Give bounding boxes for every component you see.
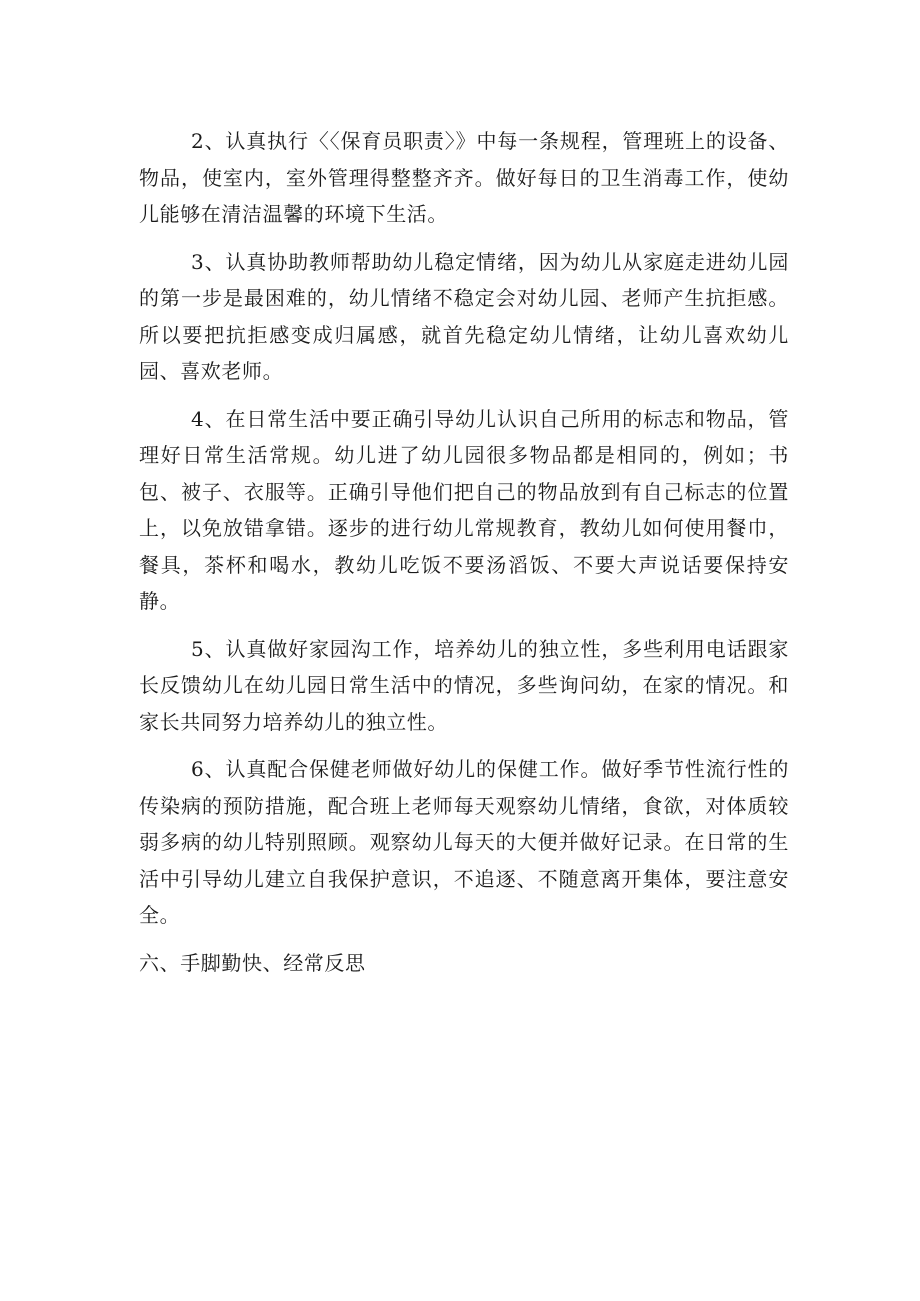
- paragraph-item-2: 2、认真执行〈〈保育员职责〉》中每一条规程，管理班上的设备、物品，使室内，室外管理得整整齐齐。做好每日的卫生消毒工作，使幼儿能够在清洁温馨的环境下生活。: [139, 129, 789, 226]
- section-heading: 六、手脚勤快、经常反思: [139, 950, 366, 975]
- paragraph-item-5: 5、认真做好家园沟工作，培养幼儿的独立性，多些利用电话跟家长反馈幼儿在幼儿园日常生活中的情况，多些询问幼，在家的情况。和家长共同努力培养幼儿的独立性。: [139, 636, 789, 734]
- paragraph-item-3: 3、认真协助教师帮助幼儿稳定情绪，因为幼儿从家庭走进幼儿园的第一步是最困难的，幼儿情绪不稳定会对幼儿园、老师产生抗拒感。所以要把抗拒感变成归属感，就首先稳定幼儿情绪，让幼儿喜欢幼儿园、喜欢老师。: [139, 249, 789, 383]
- paragraph-item-4: 4、在日常生活中要正确引导幼儿认识自己所用的标志和物品，管理好日常生活常规。幼儿进了幼儿园很多物品都是相同的，例如；书包、被子、衣服等。正确引导他们把自己的物品放到有自己标志的位置上，以免放错拿错。逐步的进行幼儿常规教育，教幼儿如何使用餐巾，餐具，茶杯和喝水，教幼儿吃饭不要汤滔饭、不要大声说话要保持安静。: [139, 406, 789, 613]
- paragraph-item-6: 6、认真配合保健老师做好幼儿的保健工作。做好季节性流行性的传染病的预防措施，配合班上老师每天观察幼儿情绪，食欲，对体质较弱多病的幼儿特别照顾。观察幼儿每天的大便并做好记录。在日常的生活中引导幼儿建立自我保护意识，不追逐、不随意离开集体，要注意安全。: [139, 757, 789, 927]
- document-body: [139, 123, 789, 981]
